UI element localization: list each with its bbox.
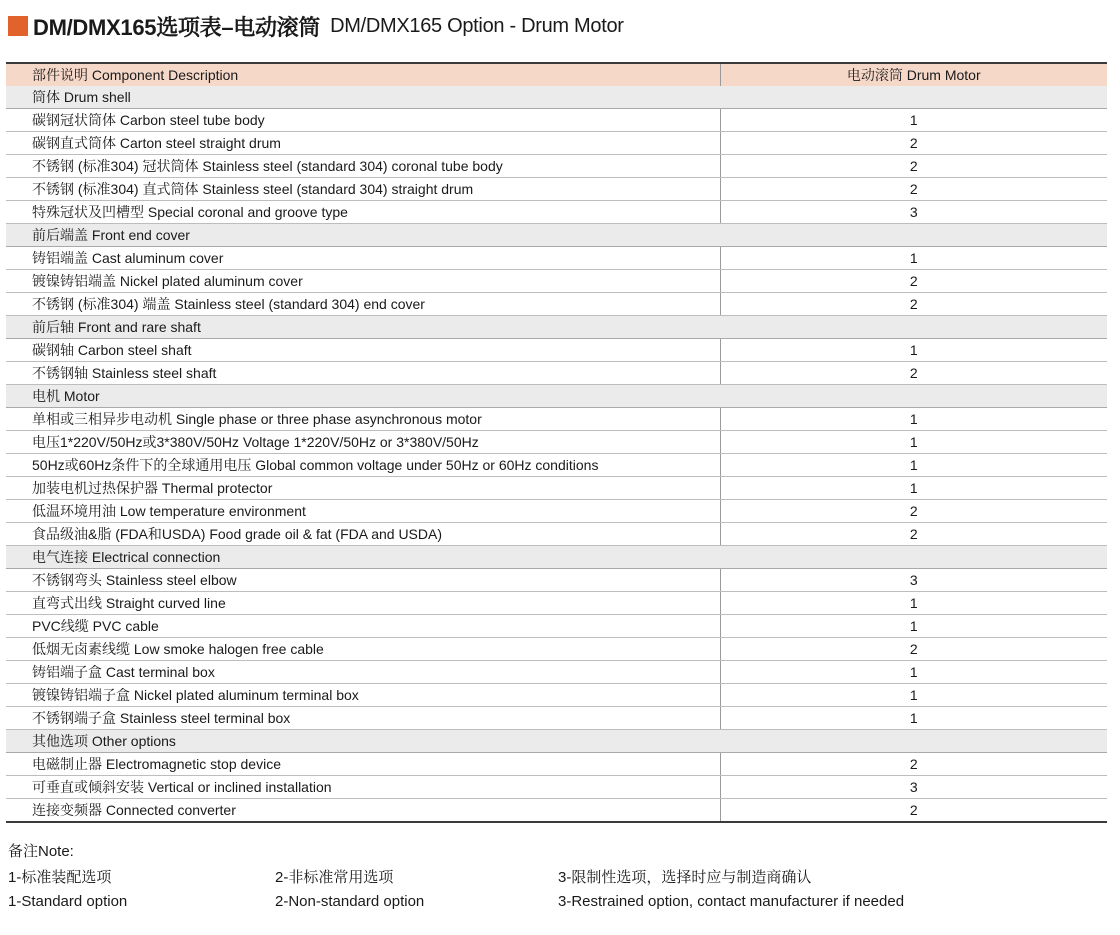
option-value: 1 bbox=[720, 247, 1107, 270]
section-label: 电机 Motor bbox=[6, 385, 1107, 408]
table-row bbox=[6, 178, 1107, 201]
option-value: 1 bbox=[720, 339, 1107, 362]
table-row bbox=[6, 707, 1107, 730]
title-chinese: DM/DMX165选项表–电动滚筒 bbox=[33, 14, 321, 40]
table-row bbox=[6, 293, 1107, 316]
component-description: 可垂直或倾斜安装 Vertical or inclined installation bbox=[6, 776, 720, 799]
option-value: 1 bbox=[720, 615, 1107, 638]
option-value: 2 bbox=[720, 270, 1107, 293]
table-header-row bbox=[6, 63, 1107, 86]
option-value: 2 bbox=[720, 523, 1107, 546]
section-label: 前后端盖 Front end cover bbox=[6, 224, 1107, 247]
option-value: 2 bbox=[720, 753, 1107, 776]
component-description: 不锈钢 (标准304) 直式筒体 Stainless steel (standard 304) straight drum bbox=[6, 178, 720, 201]
note-cn: 2-非标准常用选项 bbox=[275, 869, 394, 886]
option-value: 2 bbox=[720, 155, 1107, 178]
component-description: 镀镍铸铝端盖 Nickel plated aluminum cover bbox=[6, 270, 720, 293]
component-description: 不锈钢 (标准304) 端盖 Stainless steel (standard 304) end cover bbox=[6, 293, 720, 316]
option-value: 2 bbox=[720, 638, 1107, 661]
note-cn: 1-标准装配选项 bbox=[8, 869, 112, 886]
component-description: 不锈钢端子盒 Stainless steel terminal box bbox=[6, 707, 720, 730]
option-value: 2 bbox=[720, 293, 1107, 316]
component-description: 连接变频器 Connected converter bbox=[6, 799, 720, 823]
option-value: 3 bbox=[720, 776, 1107, 799]
option-value: 1 bbox=[720, 454, 1107, 477]
table-row bbox=[6, 592, 1107, 615]
option-value: 2 bbox=[720, 362, 1107, 385]
table-row bbox=[6, 684, 1107, 707]
component-description: 镀镍铸铝端子盒 Nickel plated aluminum terminal box bbox=[6, 684, 720, 707]
component-description: 单相或三相异步电动机 Single phase or three phase asynchronous motor bbox=[6, 408, 720, 431]
section-row bbox=[6, 316, 1107, 339]
table-row bbox=[6, 661, 1107, 684]
table-row bbox=[6, 362, 1107, 385]
note-en: 3-Restrained option, contact manufacturer if needed bbox=[558, 893, 905, 910]
component-description: 食品级油&脂 (FDA和USDA) Food grade oil & fat (FDA and USDA) bbox=[6, 523, 720, 546]
option-value: 3 bbox=[720, 201, 1107, 224]
table-row bbox=[6, 339, 1107, 362]
note-en: 2-Non-standard option bbox=[275, 893, 425, 910]
option-value: 2 bbox=[720, 500, 1107, 523]
header-component-description: 部件说明 Component Description bbox=[32, 67, 239, 83]
table-row bbox=[6, 615, 1107, 638]
section-row bbox=[6, 86, 1107, 109]
note-cn: 3-限制性选项，选择时应与制造商确认 bbox=[558, 869, 812, 886]
option-value: 2 bbox=[720, 799, 1107, 823]
table-row bbox=[6, 753, 1107, 776]
page-title bbox=[8, 12, 624, 40]
option-value: 2 bbox=[720, 178, 1107, 201]
option-value: 1 bbox=[720, 661, 1107, 684]
component-description: 碳钢冠状筒体 Carbon steel tube body bbox=[6, 109, 720, 132]
table-row bbox=[6, 270, 1107, 293]
section-row bbox=[6, 730, 1107, 753]
table-row bbox=[6, 155, 1107, 178]
component-description: 碳钢轴 Carbon steel shaft bbox=[6, 339, 720, 362]
component-description: 低温环境用油 Low temperature environment bbox=[6, 500, 720, 523]
table-row bbox=[6, 523, 1107, 546]
component-description: 不锈钢轴 Stainless steel shaft bbox=[6, 362, 720, 385]
title-english: DM/DMX165 Option - Drum Motor bbox=[330, 14, 624, 37]
option-value: 1 bbox=[720, 684, 1107, 707]
component-description: 电磁制止器 Electromagnetic stop device bbox=[6, 753, 720, 776]
table-row bbox=[6, 247, 1107, 270]
table-row bbox=[6, 201, 1107, 224]
table-row bbox=[6, 109, 1107, 132]
section-label: 前后轴 Front and rare shaft bbox=[6, 316, 1107, 339]
table-row bbox=[6, 569, 1107, 592]
table-row bbox=[6, 454, 1107, 477]
table-row bbox=[6, 431, 1107, 454]
title-accent-square bbox=[8, 16, 28, 36]
option-value: 2 bbox=[720, 132, 1107, 155]
option-value: 1 bbox=[720, 477, 1107, 500]
note-title: 备注Note: bbox=[8, 843, 74, 860]
component-description: 特殊冠状及凹槽型 Special coronal and groove type bbox=[6, 201, 720, 224]
component-description: 不锈钢弯头 Stainless steel elbow bbox=[6, 569, 720, 592]
component-description: 碳钢直式筒体 Carton steel straight drum bbox=[6, 132, 720, 155]
option-value: 1 bbox=[720, 408, 1107, 431]
table-row bbox=[6, 477, 1107, 500]
section-row bbox=[6, 224, 1107, 247]
option-value: 1 bbox=[720, 592, 1107, 615]
option-table bbox=[6, 62, 1107, 823]
component-description: 直弯式出线 Straight curved line bbox=[6, 592, 720, 615]
option-value: 1 bbox=[720, 109, 1107, 132]
table-row bbox=[6, 408, 1107, 431]
note-item-nonstandard bbox=[275, 866, 424, 914]
component-description: PVC线缆 PVC cable bbox=[6, 615, 720, 638]
option-value: 1 bbox=[720, 431, 1107, 454]
component-description: 低烟无卤素线缆 Low smoke halogen free cable bbox=[6, 638, 720, 661]
component-description: 不锈钢 (标准304) 冠状筒体 Stainless steel (standard 304) coronal tube body bbox=[6, 155, 720, 178]
component-description: 50Hz或60Hz条件下的全球通用电压 Global common voltage under 50Hz or 60Hz conditions bbox=[6, 454, 720, 477]
header-drum-motor: 电动滚筒 Drum Motor bbox=[720, 63, 1107, 86]
section-row bbox=[6, 385, 1107, 408]
table-row bbox=[6, 776, 1107, 799]
option-value: 1 bbox=[720, 707, 1107, 730]
option-value: 3 bbox=[720, 569, 1107, 592]
table-row bbox=[6, 638, 1107, 661]
component-description: 铸铝端子盒 Cast terminal box bbox=[6, 661, 720, 684]
component-description: 铸铝端盖 Cast aluminum cover bbox=[6, 247, 720, 270]
section-label: 筒体 Drum shell bbox=[6, 86, 1107, 109]
note-en: 1-Standard option bbox=[8, 893, 128, 910]
table-row bbox=[6, 799, 1107, 823]
table-row bbox=[6, 132, 1107, 155]
component-description: 加装电机过热保护器 Thermal protector bbox=[6, 477, 720, 500]
note-item-restrained bbox=[558, 866, 904, 914]
section-row bbox=[6, 546, 1107, 569]
note-item-standard bbox=[8, 866, 127, 914]
table-row bbox=[6, 500, 1107, 523]
section-label: 电气连接 Electrical connection bbox=[6, 546, 1107, 569]
table-body bbox=[6, 86, 1107, 822]
component-description: 电压1*220V/50Hz或3*380V/50Hz Voltage 1*220V/50Hz or 3*380V/50Hz bbox=[6, 431, 720, 454]
section-label: 其他选项 Other options bbox=[6, 730, 1107, 753]
